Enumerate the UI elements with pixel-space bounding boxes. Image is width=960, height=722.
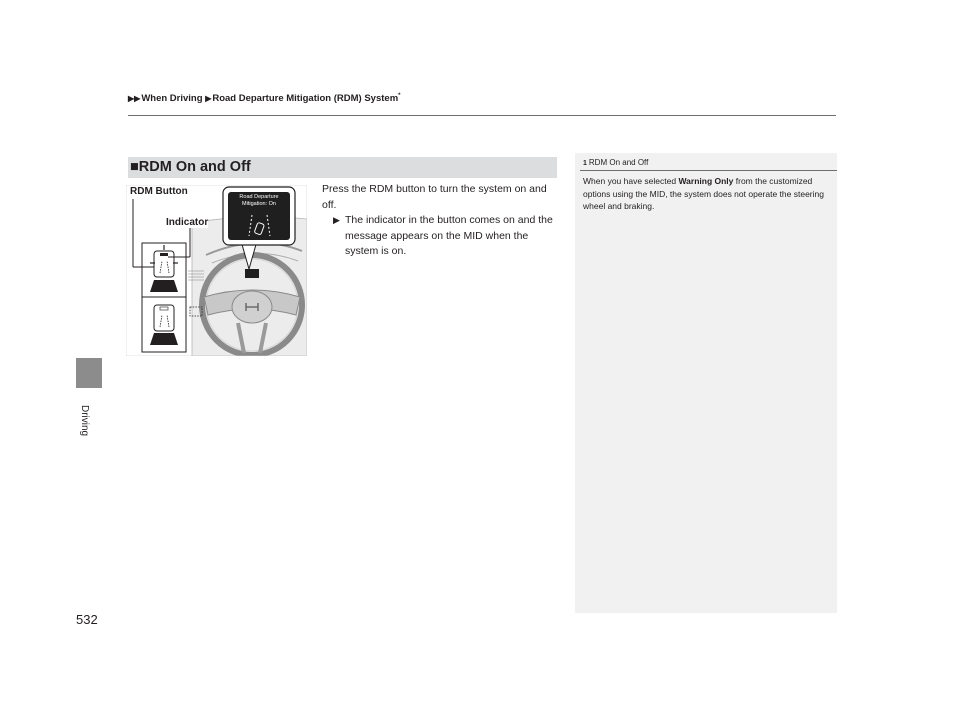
note-emphasis: Warning Only (678, 176, 734, 186)
rdm-button-on-icon (150, 245, 178, 292)
breadcrumb-separator-icon: ▶ (205, 94, 212, 104)
note-text-after: from the customized options using the MID, the system does not operate the steering wheel and braking. (583, 176, 824, 211)
note-heading (583, 158, 648, 167)
breadcrumb-marker: * (398, 93, 401, 99)
dashboard-illustration (126, 185, 307, 356)
chapter-tab (76, 358, 102, 388)
section-result-text: The indicator in the button comes on and the message appears on the MID when the system is on. (345, 214, 553, 257)
indicator-label: Indicator (166, 217, 209, 228)
section-result (333, 213, 561, 260)
section-title-text: RDM On and Off (138, 159, 251, 175)
breadcrumb-arrow-icon: ▶▶ (128, 94, 141, 104)
section-marker: ■ (130, 159, 139, 175)
chapter-label: Driving (79, 405, 90, 437)
header-rule (128, 115, 836, 116)
rdm-dashboard-drawing (126, 185, 307, 356)
breadcrumb-current[interactable]: Road Departure Mitigation (RDM) System (212, 93, 399, 105)
mid-message: Road Departure Mitigation: On (239, 194, 279, 207)
rdm-button-label: RDM Button (130, 186, 188, 197)
note-ref-marker: 1 (583, 160, 587, 167)
rdm-button-off-icon (150, 305, 178, 345)
note-rule (580, 170, 837, 171)
mid-display-small (245, 269, 259, 278)
note-heading-text: RDM On and Off (588, 158, 649, 167)
note-text-before: When you have selected (583, 176, 679, 186)
page-number: 532 (76, 612, 98, 627)
section-title (130, 159, 251, 175)
breadcrumb (128, 93, 400, 104)
section-body: Press the RDM button to turn the system on and off. (322, 183, 547, 211)
result-arrow-icon: ▶ (333, 215, 340, 225)
note-panel (575, 153, 837, 613)
breadcrumb-parent[interactable]: When Driving (141, 93, 203, 105)
note-text (583, 175, 831, 213)
